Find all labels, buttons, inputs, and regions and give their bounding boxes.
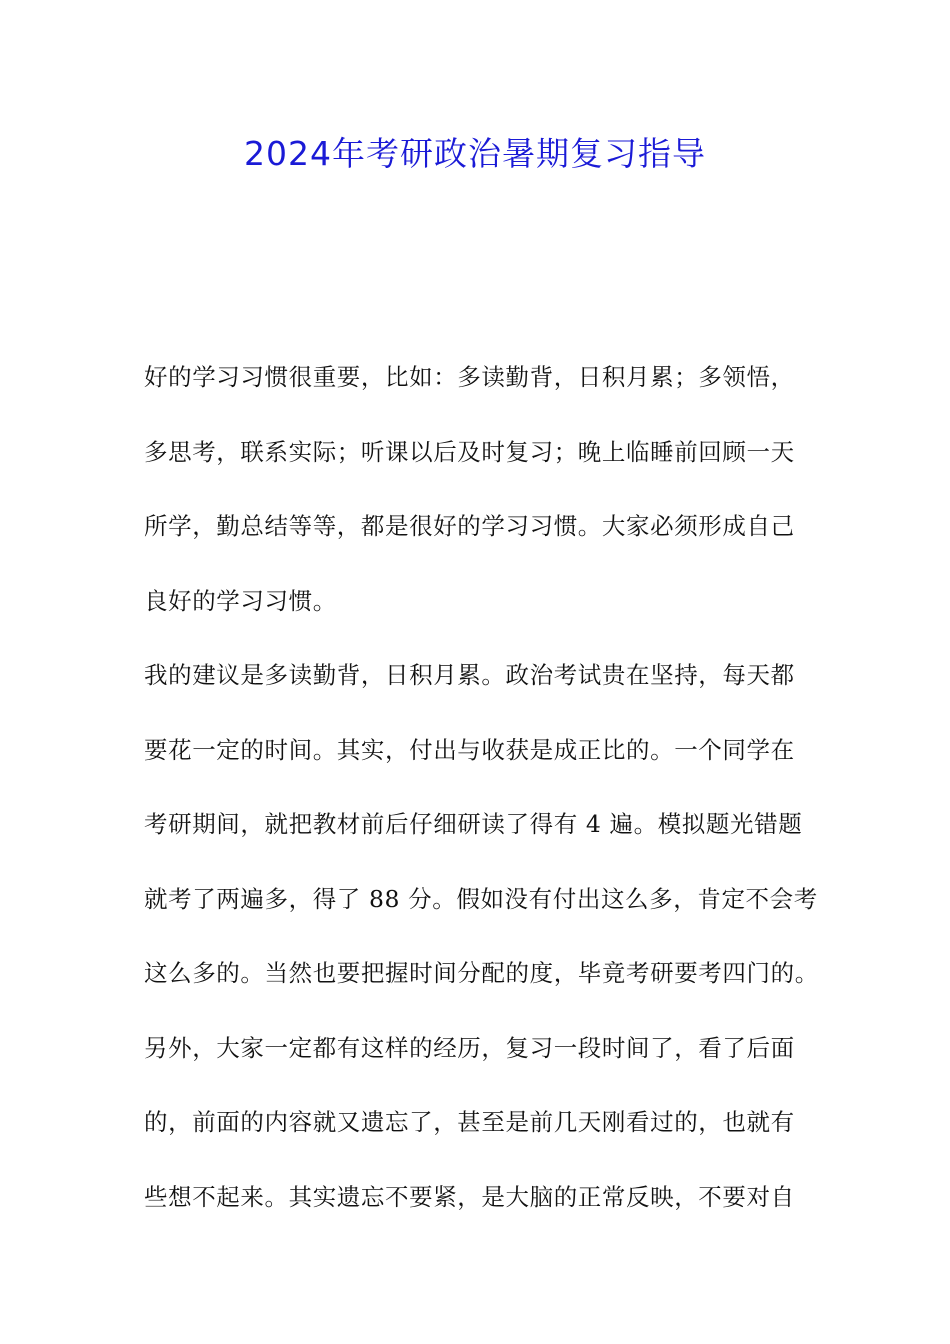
body-line: 好的学习习惯很重要，比如：多读勤背，日积月累；多领悟， xyxy=(144,363,795,391)
body-line: 另外，大家一定都有这样的经历，复习一段时间了，看了后面 xyxy=(144,1033,795,1062)
body-line: 所学，勤总结等等，都是很好的学习习惯。大家必须形成自己 xyxy=(144,512,795,540)
body-line: 要花一定的时间。其实，付出与收获是成正比的。一个同学在 xyxy=(144,735,795,764)
document-body xyxy=(144,340,819,1234)
body-line: 些想不起来。其实遗忘不要紧，是大脑的正常反映，不要对自 xyxy=(144,1182,795,1211)
body-line: 多思考，联系实际；听课以后及时复习；晚上临睡前回顾一天 xyxy=(144,437,795,466)
body-line: 的，前面的内容就又遗忘了，甚至是前几天刚看过的，也就有 xyxy=(144,1108,795,1136)
body-line: 就考了两遍多，得了 88 分。假如没有付出这么多，肯定不会考 xyxy=(144,884,818,913)
body-line: 良好的学习习惯。 xyxy=(144,586,337,615)
body-line: 我的建议是多读勤背，日积月累。政治考试贵在坚持，每天都 xyxy=(144,661,795,689)
body-line: 这么多的。当然也要把握时间分配的度，毕竟考研要考四门的。 xyxy=(144,959,819,987)
body-line: 考研期间，就把教材前后仔细研读了得有 4 遍。模拟题光错题 xyxy=(144,810,803,838)
document-title: 2024年考研政治暑期复习指导 xyxy=(244,134,706,173)
